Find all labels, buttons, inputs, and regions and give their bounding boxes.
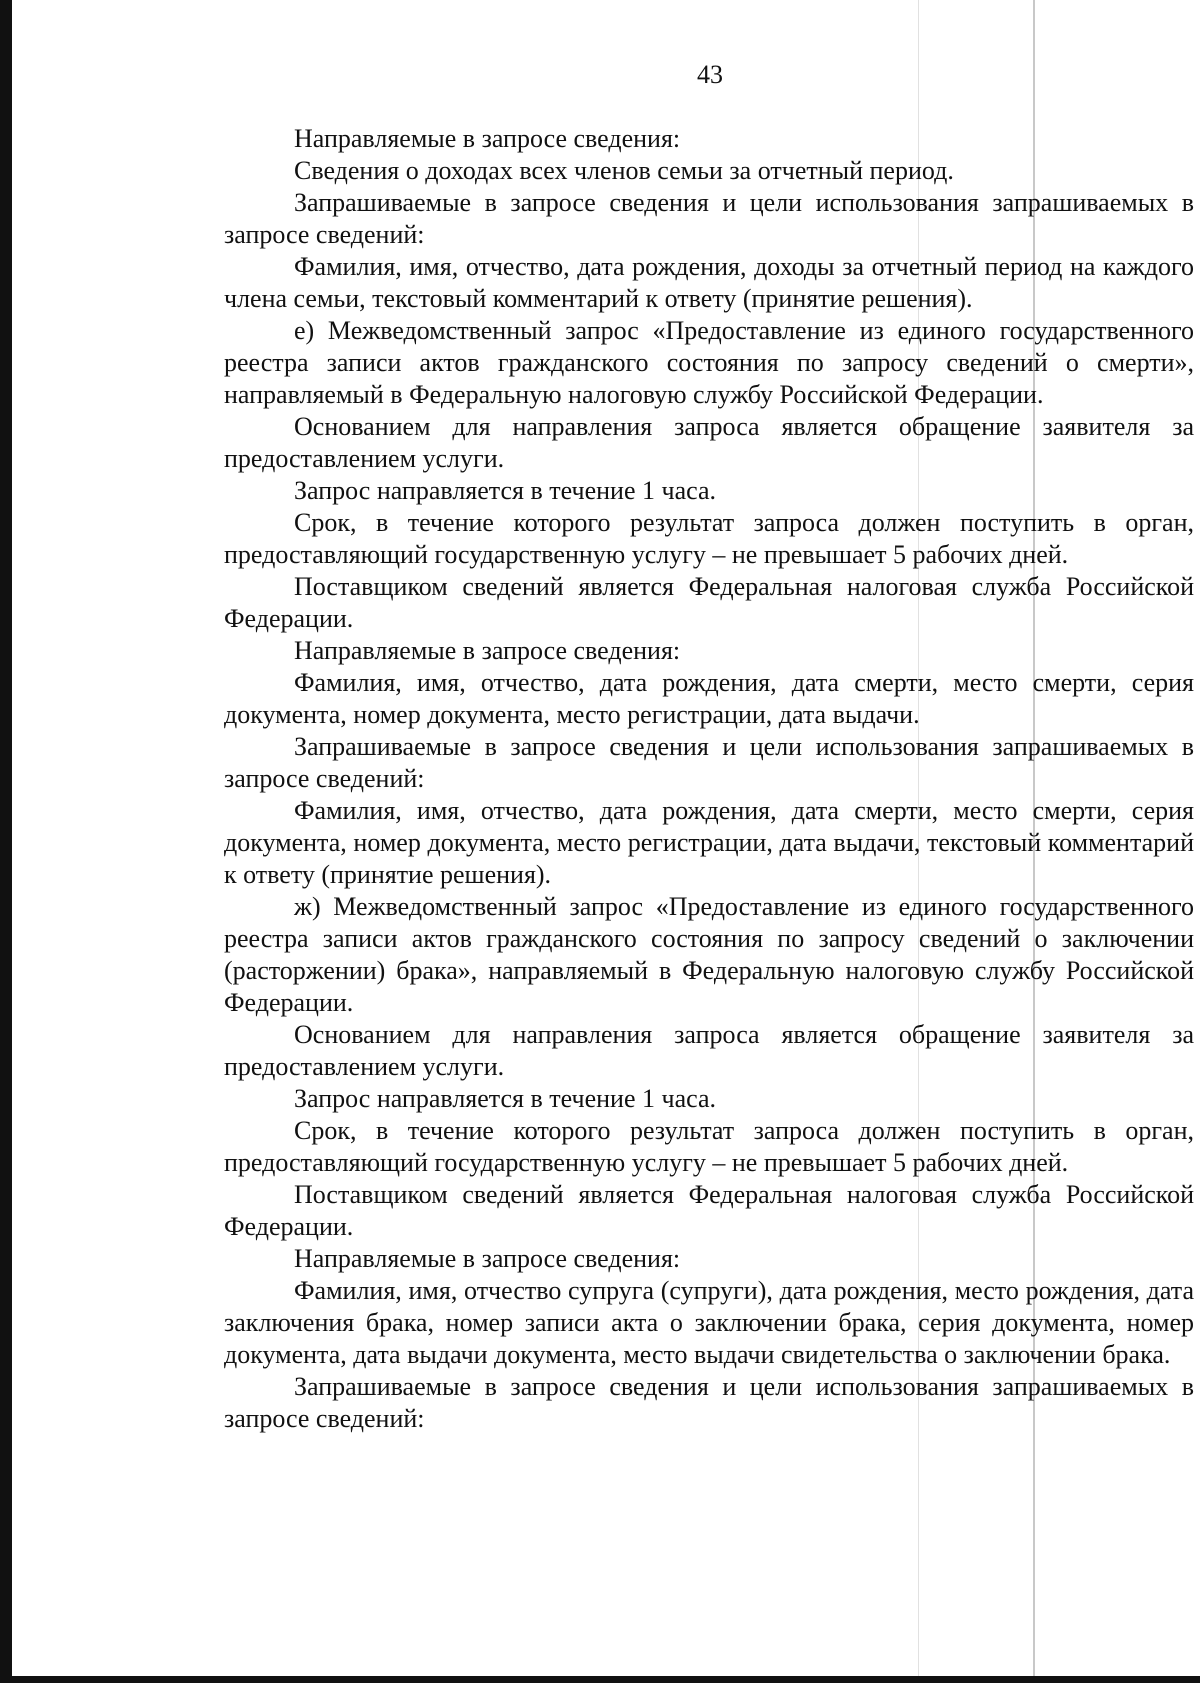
paragraph: Срок, в течение которого результат запроса должен поступить в орган, предоставляющий государственную услугу – не превышает 5 рабочих дней. (224, 508, 1194, 569)
scan-edge-bottom (0, 1676, 1200, 1683)
paragraph: Фамилия, имя, отчество, дата рождения, дата смерти, место смерти, серия документа, номер документа, место регистрации, дата выдачи. (224, 668, 1194, 729)
paragraph: ж) Межведомственный запрос «Предоставление из единого государственного реестра записи актов гражданского состояния по запросу сведений о заключении (расторжении) брака», направляемый в Федеральную налоговую службу Российской Федерации. (224, 892, 1194, 1017)
paragraph: Запрашиваемые в запросе сведения и цели использования запрашиваемых в запросе сведений: (224, 188, 1194, 249)
scan-edge-left (0, 0, 12, 1682)
paragraph: Запрашиваемые в запросе сведения и цели использования запрашиваемых в запросе сведений: (224, 732, 1194, 793)
page-number: 43 (697, 60, 723, 89)
paragraph: Срок, в течение которого результат запроса должен поступить в орган, предоставляющий государственную услугу – не превышает 5 рабочих дней. (224, 1116, 1194, 1177)
paragraph: Направляемые в запросе сведения: (294, 636, 681, 665)
paragraph: Запрашиваемые в запросе сведения и цели использования запрашиваемых в запросе сведений: (224, 1372, 1194, 1433)
paragraph: Фамилия, имя, отчество, дата рождения, доходы за отчетный период на каждого члена семьи, текстовый комментарий к ответу (принятие решения). (224, 252, 1194, 313)
paragraph: е) Межведомственный запрос «Предоставление из единого государственного реестра записи актов гражданского состояния по запросу сведений о смерти», направляемый в Федеральную налоговую службу Российской Федерации. (224, 316, 1194, 409)
paragraph: Запрос направляется в течение 1 часа. (294, 476, 717, 505)
paragraph: Поставщиком сведений является Федеральная налоговая служба Российской Федерации. (224, 572, 1194, 633)
paragraph: Направляемые в запросе сведения: (294, 124, 681, 153)
document-body (224, 123, 1194, 1435)
paragraph: Сведения о доходах всех членов семьи за отчетный период. (294, 156, 954, 185)
paragraph: Фамилия, имя, отчество, дата рождения, дата смерти, место смерти, серия документа, номер документа, место регистрации, дата выдачи, текстовый комментарий к ответу (принятие решения). (224, 796, 1194, 889)
paragraph: Основанием для направления запроса является обращение заявителя за предоставлением услуги. (224, 1020, 1194, 1081)
paragraph: Фамилия, имя, отчество супруга (супруги), дата рождения, место рождения, дата заключения брака, номер записи акта о заключении брака, серия документа, номер документа, дата выдачи документа, место выдачи свидетельства о заключении брака. (224, 1276, 1194, 1369)
paragraph: Поставщиком сведений является Федеральная налоговая служба Российской Федерации. (224, 1180, 1194, 1241)
paragraph: Основанием для направления запроса является обращение заявителя за предоставлением услуги. (224, 412, 1194, 473)
paragraph: Запрос направляется в течение 1 часа. (294, 1084, 717, 1113)
paragraph: Направляемые в запросе сведения: (294, 1244, 681, 1273)
